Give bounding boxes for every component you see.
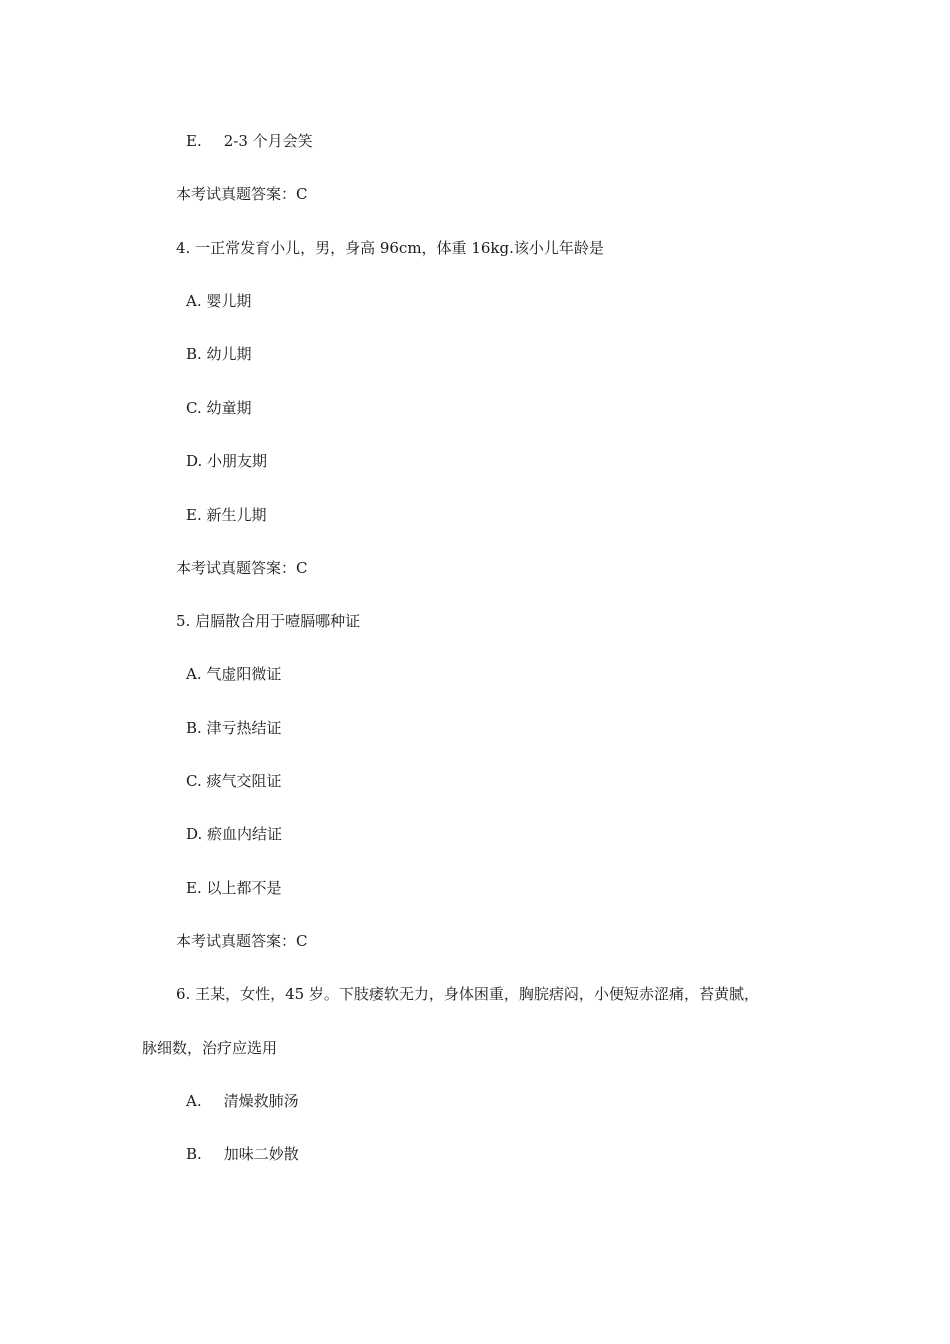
option-b: B. 幼儿期 [186, 345, 252, 363]
option-letter: E. [186, 132, 202, 150]
option-letter: A. [186, 1092, 202, 1110]
option-a: A. 婴儿期 [186, 292, 252, 310]
question-6: 6. 王某，女性，45 岁。下肢痿软无力，身体困重，胸脘痞闷，小便短赤涩痛，苔黄腻， [176, 985, 759, 1003]
option-c: C. 幼童期 [186, 399, 252, 417]
answer-line: 本考试真题答案：C [176, 559, 308, 577]
question-4: 4. 一正常发育小儿，男，身高 96cm，体重 16kg.该小儿年龄是 [176, 239, 604, 257]
option-e: E. 新生儿期 [186, 506, 267, 524]
option-d: D. 小朋友期 [186, 452, 268, 470]
answer-line: 本考试真题答案：C [176, 185, 308, 203]
question-6-continuation: 脉细数，治疗应选用 [142, 1039, 278, 1057]
option-e: E. 以上都不是 [186, 879, 282, 897]
option-a-line [186, 1091, 299, 1111]
option-text: 2-3 个月会笑 [223, 132, 313, 150]
option-d: D. 瘀血内结证 [186, 825, 283, 843]
option-text: 加味二妙散 [223, 1145, 299, 1163]
option-b: B. 津亏热结证 [186, 719, 282, 737]
answer-line: 本考试真题答案：C [176, 932, 308, 950]
option-a: A. 气虚阳微证 [186, 665, 282, 683]
option-b-line [186, 1144, 299, 1164]
question-5: 5. 启膈散合用于噎膈哪种证 [176, 612, 361, 630]
option-e-line [186, 131, 313, 151]
option-text: 清燥救肺汤 [223, 1092, 299, 1110]
option-c: C. 痰气交阻证 [186, 772, 282, 790]
option-letter: B. [186, 1145, 202, 1163]
